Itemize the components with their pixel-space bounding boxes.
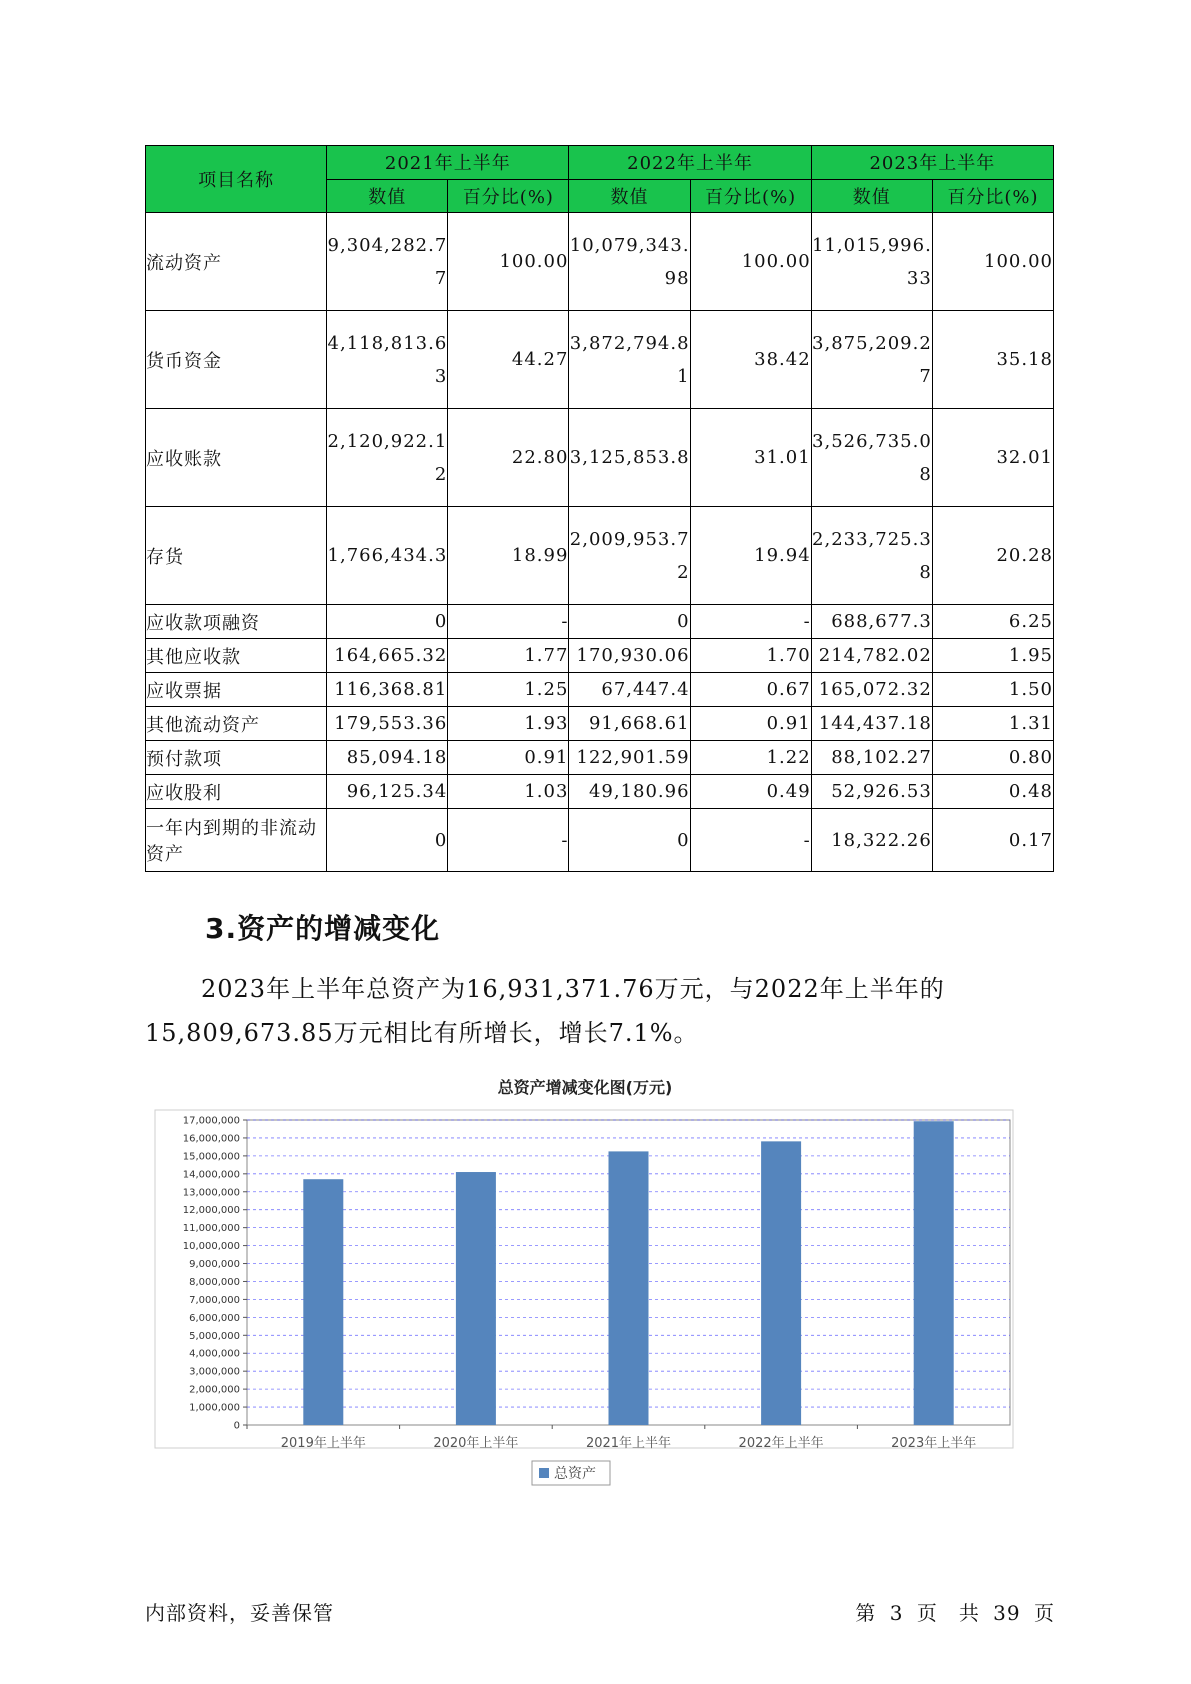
x-tick-label: 2023年上半年 bbox=[891, 1436, 977, 1451]
header-value: 数值 bbox=[327, 179, 448, 213]
percent-cell bbox=[932, 311, 1053, 409]
y-tick-label: 10,000,000 bbox=[182, 1241, 240, 1253]
cell-text: 96,125.34 bbox=[346, 781, 448, 802]
percent-cell bbox=[448, 605, 569, 639]
chart-svg bbox=[145, 1075, 1025, 1535]
cell-text: 2,009,953.72 bbox=[569, 528, 690, 583]
table-body bbox=[146, 213, 1054, 872]
cell-text: 67,447.4 bbox=[601, 679, 690, 700]
cell-text: 1.95 bbox=[1008, 645, 1053, 666]
value-cell bbox=[569, 507, 690, 605]
row-label: 应收账款 bbox=[146, 409, 327, 507]
cell-text: 1.03 bbox=[524, 781, 569, 802]
row-label: 其他流动资产 bbox=[146, 707, 327, 741]
row-label: 应收票据 bbox=[146, 673, 327, 707]
table-row bbox=[146, 409, 1054, 507]
x-tick-label: 2020年上半年 bbox=[433, 1436, 519, 1451]
value-cell bbox=[811, 605, 932, 639]
percent-cell bbox=[448, 775, 569, 809]
cell-text: 52,926.53 bbox=[831, 781, 932, 802]
cell-text: 18.99 bbox=[511, 545, 569, 566]
x-tick-label: 2019年上半年 bbox=[280, 1436, 366, 1451]
legend-label: 总资产 bbox=[554, 1466, 596, 1482]
y-tick-label: 6,000,000 bbox=[189, 1312, 240, 1324]
cell-text: 0.80 bbox=[1008, 747, 1053, 768]
cell-text: - bbox=[803, 829, 811, 851]
percent-cell bbox=[690, 741, 811, 775]
percent-cell bbox=[932, 639, 1053, 673]
y-tick-label: 4,000,000 bbox=[189, 1348, 240, 1360]
cell-text: 3,875,209.27 bbox=[812, 332, 932, 387]
row-label: 应收款项融资 bbox=[146, 605, 327, 639]
section-paragraph: 2023年上半年总资产为16,931,371.76万元，与2022年上半年的15,809,673.85万元相比有所增长，增长7.1%。 bbox=[145, 975, 945, 1047]
percent-cell bbox=[448, 809, 569, 872]
table-row bbox=[146, 507, 1054, 605]
value-cell bbox=[327, 673, 448, 707]
y-tick-label: 16,000,000 bbox=[182, 1133, 240, 1145]
cell-text: 11,015,996.33 bbox=[812, 234, 932, 289]
percent-cell bbox=[690, 775, 811, 809]
cell-text: 1.22 bbox=[766, 747, 811, 768]
cell-text: 91,668.61 bbox=[588, 713, 690, 734]
legend-swatch bbox=[539, 1468, 549, 1478]
value-cell bbox=[569, 213, 690, 311]
percent-cell bbox=[690, 605, 811, 639]
x-tick-label: 2021年上半年 bbox=[585, 1436, 672, 1451]
value-cell bbox=[569, 409, 690, 507]
bar bbox=[609, 1151, 649, 1425]
cell-text: 88,102.27 bbox=[831, 747, 932, 768]
header-value: 数值 bbox=[569, 179, 690, 213]
value-cell bbox=[811, 707, 932, 741]
cell-text: 214,782.02 bbox=[818, 645, 932, 666]
cell-text: 0.91 bbox=[766, 713, 811, 734]
percent-cell bbox=[448, 639, 569, 673]
table-row bbox=[146, 673, 1054, 707]
bar bbox=[303, 1179, 343, 1425]
percent-cell bbox=[690, 507, 811, 605]
cell-text: 1.25 bbox=[524, 679, 569, 700]
row-label: 一年内到期的非流动资产 bbox=[146, 809, 327, 872]
cell-text: 100.00 bbox=[984, 251, 1053, 272]
cell-text: 116,368.81 bbox=[334, 679, 448, 700]
cell-text: 1.31 bbox=[1008, 713, 1053, 734]
value-cell bbox=[569, 775, 690, 809]
total-assets-chart bbox=[145, 1075, 1025, 1535]
cell-text: 22.80 bbox=[511, 447, 569, 468]
cell-text: - bbox=[561, 829, 569, 851]
cell-text: 18,322.26 bbox=[831, 829, 932, 851]
value-cell bbox=[811, 809, 932, 872]
value-cell bbox=[569, 639, 690, 673]
x-tick-label: 2022年上半年 bbox=[738, 1436, 824, 1451]
row-label: 流动资产 bbox=[146, 213, 327, 311]
cell-text: 0 bbox=[434, 829, 448, 851]
value-cell bbox=[569, 741, 690, 775]
cell-text: 2,233,725.38 bbox=[812, 528, 932, 583]
value-cell bbox=[327, 741, 448, 775]
cell-text: 32.01 bbox=[996, 447, 1053, 468]
section-heading: 3.资产的增减变化 bbox=[205, 912, 441, 945]
percent-cell bbox=[932, 605, 1053, 639]
table-row bbox=[146, 311, 1054, 409]
cell-text: 100.00 bbox=[499, 251, 569, 272]
y-tick-label: 13,000,000 bbox=[182, 1187, 240, 1199]
cell-text: 1.50 bbox=[1008, 679, 1053, 700]
percent-cell bbox=[932, 673, 1053, 707]
table-row bbox=[146, 639, 1054, 673]
value-cell bbox=[327, 775, 448, 809]
cell-text: 3,872,794.81 bbox=[569, 332, 690, 387]
y-tick-label: 5,000,000 bbox=[189, 1330, 240, 1342]
row-label: 应收股利 bbox=[146, 775, 327, 809]
percent-cell bbox=[448, 311, 569, 409]
percent-cell bbox=[690, 809, 811, 872]
percent-cell bbox=[932, 775, 1053, 809]
y-tick-label: 1,000,000 bbox=[189, 1402, 240, 1414]
header-year-2022: 2022年上半年 bbox=[569, 146, 811, 180]
value-cell bbox=[327, 639, 448, 673]
cell-text: 1,766,434.3 bbox=[327, 545, 448, 566]
row-label: 货币资金 bbox=[146, 311, 327, 409]
percent-cell bbox=[932, 809, 1053, 872]
value-cell bbox=[569, 707, 690, 741]
percent-cell bbox=[690, 409, 811, 507]
header-percent: 百分比(%) bbox=[932, 179, 1053, 213]
percent-cell bbox=[690, 213, 811, 311]
percent-cell bbox=[932, 409, 1053, 507]
header-percent: 百分比(%) bbox=[448, 179, 569, 213]
percent-cell bbox=[448, 507, 569, 605]
cell-text: 1.77 bbox=[524, 645, 569, 666]
bar bbox=[456, 1172, 496, 1425]
footer-page-number: 第 3 页 共 39 页 bbox=[855, 1601, 1055, 1625]
cell-text: 3,526,735.08 bbox=[812, 430, 932, 485]
y-tick-label: 2,000,000 bbox=[189, 1384, 240, 1396]
table-row bbox=[146, 707, 1054, 741]
y-tick-label: 14,000,000 bbox=[182, 1169, 240, 1181]
header-value: 数值 bbox=[811, 179, 932, 213]
header-item-name: 项目名称 bbox=[146, 146, 327, 213]
percent-cell bbox=[448, 673, 569, 707]
value-cell bbox=[327, 605, 448, 639]
value-cell bbox=[811, 409, 932, 507]
percent-cell bbox=[690, 311, 811, 409]
y-tick-label: 15,000,000 bbox=[182, 1151, 240, 1163]
cell-text: 165,072.32 bbox=[818, 679, 932, 700]
table-row bbox=[146, 809, 1054, 872]
cell-text: 0.17 bbox=[1008, 829, 1053, 851]
percent-cell bbox=[448, 741, 569, 775]
value-cell bbox=[811, 213, 932, 311]
header-year-2023: 2023年上半年 bbox=[811, 146, 1053, 180]
table-row bbox=[146, 605, 1054, 639]
cell-text: 688,677.3 bbox=[831, 611, 932, 632]
y-tick-label: 17,000,000 bbox=[182, 1115, 240, 1127]
header-percent: 百分比(%) bbox=[690, 179, 811, 213]
cell-text: 179,553.36 bbox=[334, 713, 448, 734]
y-tick-label: 11,000,000 bbox=[182, 1223, 240, 1235]
y-tick-label: 0 bbox=[233, 1420, 240, 1432]
footer-confidential: 内部资料，妥善保管 bbox=[145, 1601, 334, 1625]
cell-text: 19.94 bbox=[754, 545, 811, 566]
value-cell bbox=[811, 507, 932, 605]
percent-cell bbox=[932, 213, 1053, 311]
value-cell bbox=[569, 311, 690, 409]
value-cell bbox=[811, 673, 932, 707]
value-cell bbox=[811, 639, 932, 673]
cell-text: 122,901.59 bbox=[576, 747, 690, 768]
cell-text: 49,180.96 bbox=[588, 781, 690, 802]
value-cell bbox=[327, 409, 448, 507]
table-row bbox=[146, 741, 1054, 775]
cell-text: 31.01 bbox=[754, 447, 811, 468]
value-cell bbox=[811, 775, 932, 809]
value-cell bbox=[569, 809, 690, 872]
cell-text: 144,437.18 bbox=[818, 713, 932, 734]
row-label: 预付款项 bbox=[146, 741, 327, 775]
bar bbox=[761, 1141, 801, 1425]
percent-cell bbox=[690, 707, 811, 741]
cell-text: 164,665.32 bbox=[334, 645, 448, 666]
percent-cell bbox=[932, 741, 1053, 775]
y-tick-label: 12,000,000 bbox=[182, 1205, 240, 1217]
chart-title: 总资产增减变化图(万元) bbox=[497, 1078, 673, 1097]
percent-cell bbox=[932, 707, 1053, 741]
y-tick-label: 3,000,000 bbox=[189, 1366, 240, 1378]
cell-text: 1.93 bbox=[524, 713, 569, 734]
cell-text: 85,094.18 bbox=[346, 747, 448, 768]
percent-cell bbox=[690, 639, 811, 673]
cell-text: 9,304,282.77 bbox=[327, 234, 448, 289]
cell-text: 0.91 bbox=[524, 747, 569, 768]
table-row bbox=[146, 775, 1054, 809]
value-cell bbox=[811, 311, 932, 409]
value-cell bbox=[327, 707, 448, 741]
cell-text: 0 bbox=[677, 611, 690, 632]
cell-text: 100.00 bbox=[741, 251, 811, 272]
percent-cell bbox=[690, 673, 811, 707]
value-cell bbox=[569, 673, 690, 707]
value-cell bbox=[327, 507, 448, 605]
cell-text: - bbox=[561, 611, 569, 632]
cell-text: 3,125,853.8 bbox=[569, 447, 690, 468]
y-tick-label: 8,000,000 bbox=[189, 1276, 240, 1288]
cell-text: 6.25 bbox=[1008, 611, 1053, 632]
percent-cell bbox=[448, 409, 569, 507]
cell-text: 0.48 bbox=[1008, 781, 1053, 802]
cell-text: 20.28 bbox=[996, 545, 1053, 566]
y-tick-label: 9,000,000 bbox=[189, 1259, 240, 1271]
header-year-2021: 2021年上半年 bbox=[327, 146, 569, 180]
bar bbox=[914, 1121, 954, 1425]
cell-text: 0 bbox=[677, 829, 690, 851]
row-label: 其他应收款 bbox=[146, 639, 327, 673]
current-assets-table bbox=[145, 145, 1054, 872]
table-row bbox=[146, 213, 1054, 311]
cell-text: 38.42 bbox=[754, 349, 811, 370]
cell-text: - bbox=[803, 611, 811, 632]
cell-text: 1.70 bbox=[766, 645, 811, 666]
value-cell bbox=[811, 741, 932, 775]
cell-text: 35.18 bbox=[996, 349, 1053, 370]
cell-text: 44.27 bbox=[511, 349, 569, 370]
percent-cell bbox=[932, 507, 1053, 605]
cell-text: 2,120,922.12 bbox=[327, 430, 448, 485]
cell-text: 0 bbox=[434, 611, 448, 632]
cell-text: 0.49 bbox=[766, 781, 811, 802]
percent-cell bbox=[448, 213, 569, 311]
cell-text: 0.67 bbox=[766, 679, 811, 700]
value-cell bbox=[327, 809, 448, 872]
row-label: 存货 bbox=[146, 507, 327, 605]
y-tick-label: 7,000,000 bbox=[189, 1294, 240, 1306]
value-cell bbox=[327, 213, 448, 311]
percent-cell bbox=[448, 707, 569, 741]
value-cell bbox=[327, 311, 448, 409]
cell-text: 4,118,813.63 bbox=[327, 332, 448, 387]
cell-text: 170,930.06 bbox=[576, 645, 690, 666]
cell-text: 10,079,343.98 bbox=[569, 234, 690, 289]
value-cell bbox=[569, 605, 690, 639]
